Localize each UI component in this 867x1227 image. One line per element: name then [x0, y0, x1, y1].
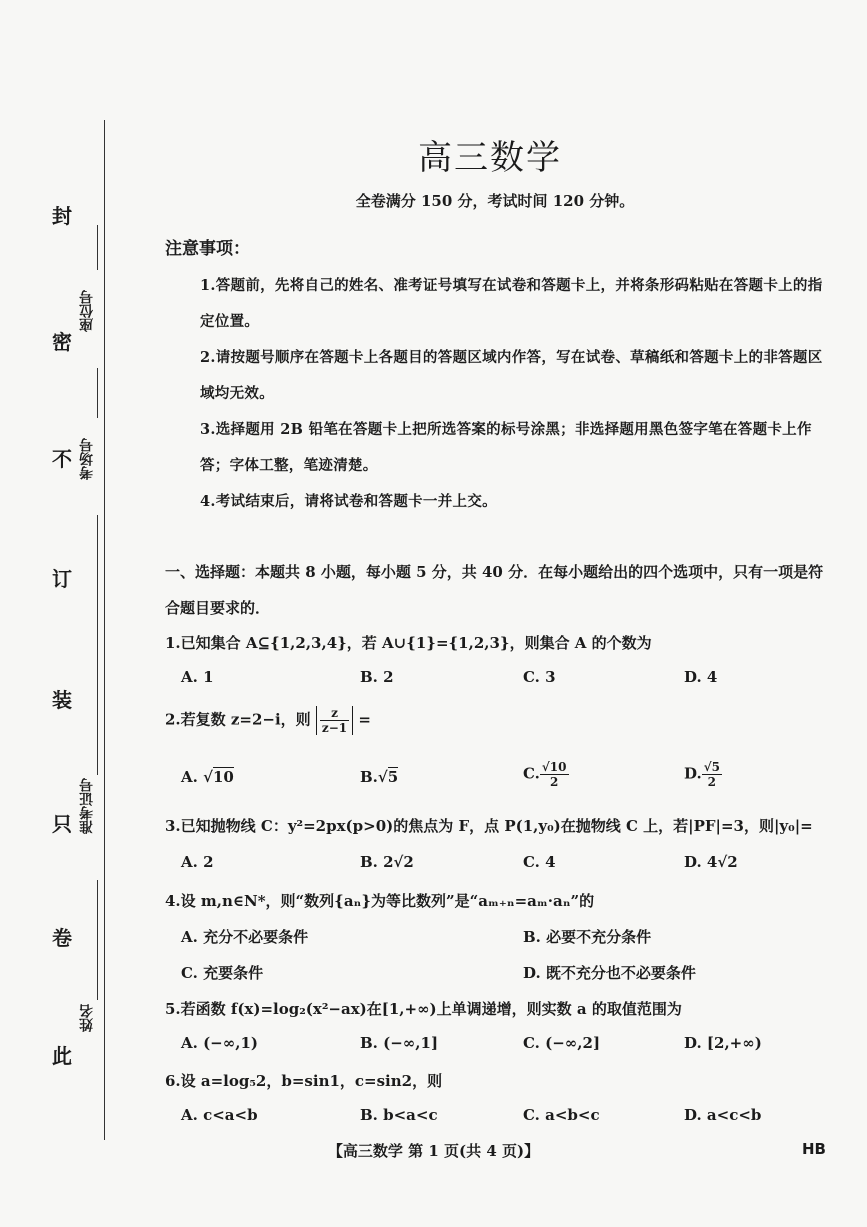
q5-option-d: D. [2,+∞) [684, 1034, 762, 1052]
ticket-number-label: 准考证号 [79, 778, 95, 834]
footer-code: HB [802, 1140, 826, 1158]
room-number-line[interactable] [97, 368, 98, 418]
q2-fraction [320, 706, 349, 735]
q1-option-c: C. 3 [523, 668, 556, 686]
q2-denominator: z−1 [321, 721, 348, 735]
question-6-stem: 6.设 a=log₅2，b=sin1，c=sin2，则 [165, 1072, 443, 1090]
q6-option-b: B. b<a<c [360, 1106, 438, 1124]
question-5-stem: 5.若函数 f(x)=log₂(x²−ax)在[1,+∞)上单调递增，则实数 a 的取值范围为 [165, 1000, 682, 1018]
q1-option-b: B. 2 [360, 668, 394, 686]
notice-item: 2.请按题号顺序在答题卡上各题目的答题区域内作答，写在试卷、草稿纸和答题卡上的非答题区域均无效。 [200, 349, 823, 402]
q4-option-b: B. 必要不充分条件 [523, 928, 652, 946]
q2-numerator: z [320, 706, 349, 721]
q2-option-c [523, 760, 569, 789]
section-heading: 一、选择题：本题共 8 小题，每小题 5 分，共 40 分．在每小题给出的四个选项中，只有一项是符合题目要求的． [165, 563, 824, 617]
q2-b-label: B.√ [360, 768, 388, 786]
q6-option-d: D. a<c<b [684, 1106, 762, 1124]
page-footer: 【高三数学 第 1 页(共 4 页)】 [327, 1142, 540, 1160]
question-3-stem: 3.已知抛物线 C：y²=2px(p>0)的焦点为 F，点 P(1,y₀)在抛物线 C 上，若|PF|=3，则|y₀|= [165, 817, 813, 835]
q3-option-a: A. 2 [181, 853, 214, 871]
q2-option-a [181, 768, 234, 786]
page-title: 高三数学 [418, 138, 562, 178]
seal-char: 此 [52, 1044, 72, 1068]
exam-subtitle: 全卷满分 150 分，考试时间 120 分钟。 [355, 192, 635, 210]
seal-char: 卷 [52, 926, 72, 950]
q2-abs-fraction [316, 706, 353, 735]
room-number-label: 考场号 [79, 438, 95, 480]
seal-char: 装 [52, 688, 72, 712]
q2-option-d [684, 760, 722, 789]
q3-option-b: B. 2√2 [360, 853, 414, 871]
name-line[interactable] [97, 880, 98, 1000]
q2-stem-text: 2.若复数 z=2−i，则 [165, 710, 311, 729]
seal-char: 不 [52, 447, 72, 471]
question-4-stem: 4.设 m,n∈N*，则“数列{aₙ}为等比数列”是“aₘ₊ₙ=aₘ·aₙ”的 [165, 892, 595, 910]
q6-option-c: C. a<b<c [523, 1106, 600, 1124]
q2-d-numerator: √5 [703, 760, 720, 774]
q3-option-c: C. 4 [523, 853, 556, 871]
q4-option-d: D. 既不充分也不必要条件 [523, 964, 696, 982]
q2-c-label: C. [523, 764, 540, 783]
name-label: 姓名 [79, 1004, 95, 1032]
q1-option-d: D. 4 [684, 668, 718, 686]
q2-a-label: A. √ [181, 768, 213, 786]
notice-heading: 注意事项： [165, 239, 250, 259]
q6-option-a: A. c<a<b [181, 1106, 258, 1124]
q2-c-numerator: √10 [541, 760, 567, 774]
q2-b-radicand: 5 [387, 768, 399, 786]
q4-option-a: A. 充分不必要条件 [181, 928, 309, 946]
seal-char: 密 [52, 330, 72, 354]
q4-option-c: C. 充要条件 [181, 964, 264, 982]
q2-a-radicand: 10 [212, 768, 234, 786]
seal-char: 订 [52, 567, 72, 591]
q2-stem-equals: = [358, 710, 371, 729]
binding-line [104, 120, 105, 1140]
q2-d-label: D. [684, 764, 702, 783]
q5-option-b: B. (−∞,1] [360, 1034, 439, 1052]
seal-char: 只 [52, 812, 72, 836]
q2-d-denominator: 2 [707, 775, 716, 789]
seal-char: 封 [52, 204, 72, 228]
seat-number-label: 座位号 [79, 290, 95, 332]
q5-option-c: C. (−∞,2] [523, 1034, 601, 1052]
q3-option-d: D. 4√2 [684, 853, 738, 871]
notice-item: 1.答题前，先将自己的姓名、准考证号填写在试卷和答题卡上，并将条形码粘贴在答题卡上的指定位置。 [200, 277, 823, 330]
q2-c-fraction [540, 760, 569, 789]
q5-option-a: A. (−∞,1) [181, 1034, 258, 1052]
q2-d-fraction [702, 760, 722, 789]
notice-item: 4.考试结束后，请将试卷和答题卡一并上交。 [200, 493, 497, 510]
q1-option-a: A. 1 [181, 668, 214, 686]
q2-option-b [360, 768, 398, 786]
ticket-number-line[interactable] [97, 515, 98, 775]
seat-number-line[interactable] [97, 225, 98, 270]
notice-item: 3.选择题用 2B 铅笔在答题卡上把所选答案的标号涂黑；非选择题用黑色签字笔在答题卡上作答；字体工整，笔迹清楚。 [200, 421, 812, 474]
question-1-stem: 1.已知集合 A⊆{1,2,3,4}，若 A∪{1}={1,2,3}，则集合 A 的个数为 [165, 634, 652, 652]
question-2-stem [165, 706, 371, 735]
q2-c-denominator: 2 [550, 775, 559, 789]
